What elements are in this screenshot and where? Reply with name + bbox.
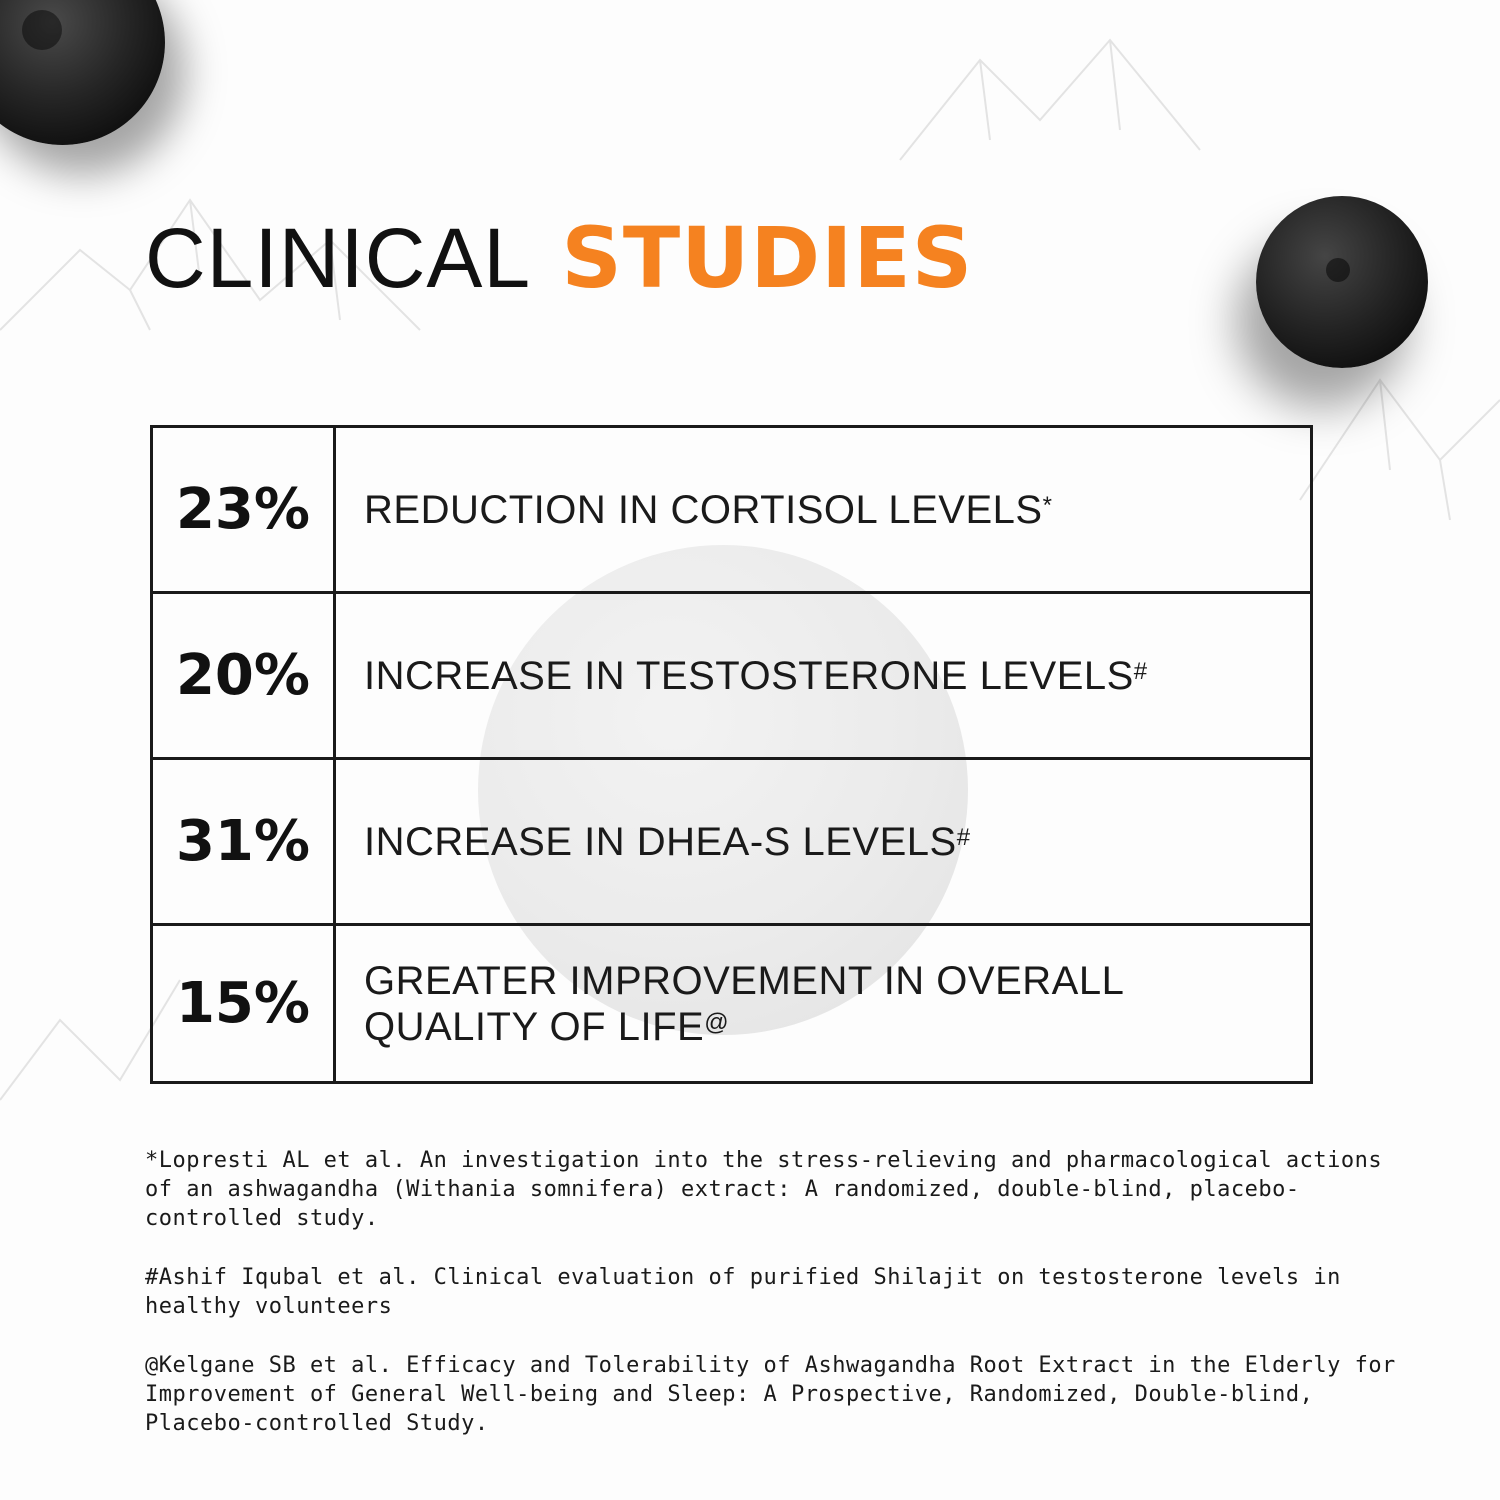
stat-percent: 20% [152,593,335,759]
stat-description [335,593,1312,759]
table-row [152,427,1312,593]
table-row [152,759,1312,925]
reference-quality-of-life: @Kelgane SB et al. Efficacy and Tolerability of Ashwagandha Root Extract in the Elderly for Improvement of General Well-being and Sleep: A Prospective, Randomized, Double-blind, Placebo-controlled Study. [145,1353,1396,1436]
stat-description [335,759,1312,925]
references [145,1146,1405,1468]
title-plain: CLINICAL [145,211,532,305]
footnote-mark: # [956,823,971,851]
stat-percent: 15% [152,925,335,1083]
footnote-mark: # [1133,657,1148,685]
stats-table [150,425,1313,1084]
stat-description [335,427,1312,593]
footnote-mark: @ [704,1008,730,1036]
stat-text: GREATER IMPROVEMENT IN OVERALL QUALITY OF LIFE [364,958,1123,1049]
footnote-mark: * [1042,491,1053,519]
stat-text: INCREASE IN TESTOSTERONE LEVELS [364,653,1134,698]
stat-percent: 23% [152,427,335,593]
stat-percent: 31% [152,759,335,925]
stat-text: REDUCTION IN CORTISOL LEVELS [364,487,1043,532]
stat-text: INCREASE IN DHEA-S LEVELS [364,819,957,864]
table-row [152,593,1312,759]
reference-cortisol: *Lopresti AL et al. An investigation into the stress-relieving and pharmacological actions of an ashwagandha (Withania somnifera) extract: A randomized, double-blind, placebo-controlled study. [145,1148,1383,1231]
table-row [152,925,1312,1083]
reference-testosterone: #Ashif Iqubal et al. Clinical evaluation of purified Shilajit on testosterone levels in healthy volunteers [145,1265,1341,1319]
shilajit-ball-right [1256,196,1428,368]
title-accent: STUDIES [561,209,974,307]
page-title [145,208,973,308]
stat-description [335,925,1312,1083]
